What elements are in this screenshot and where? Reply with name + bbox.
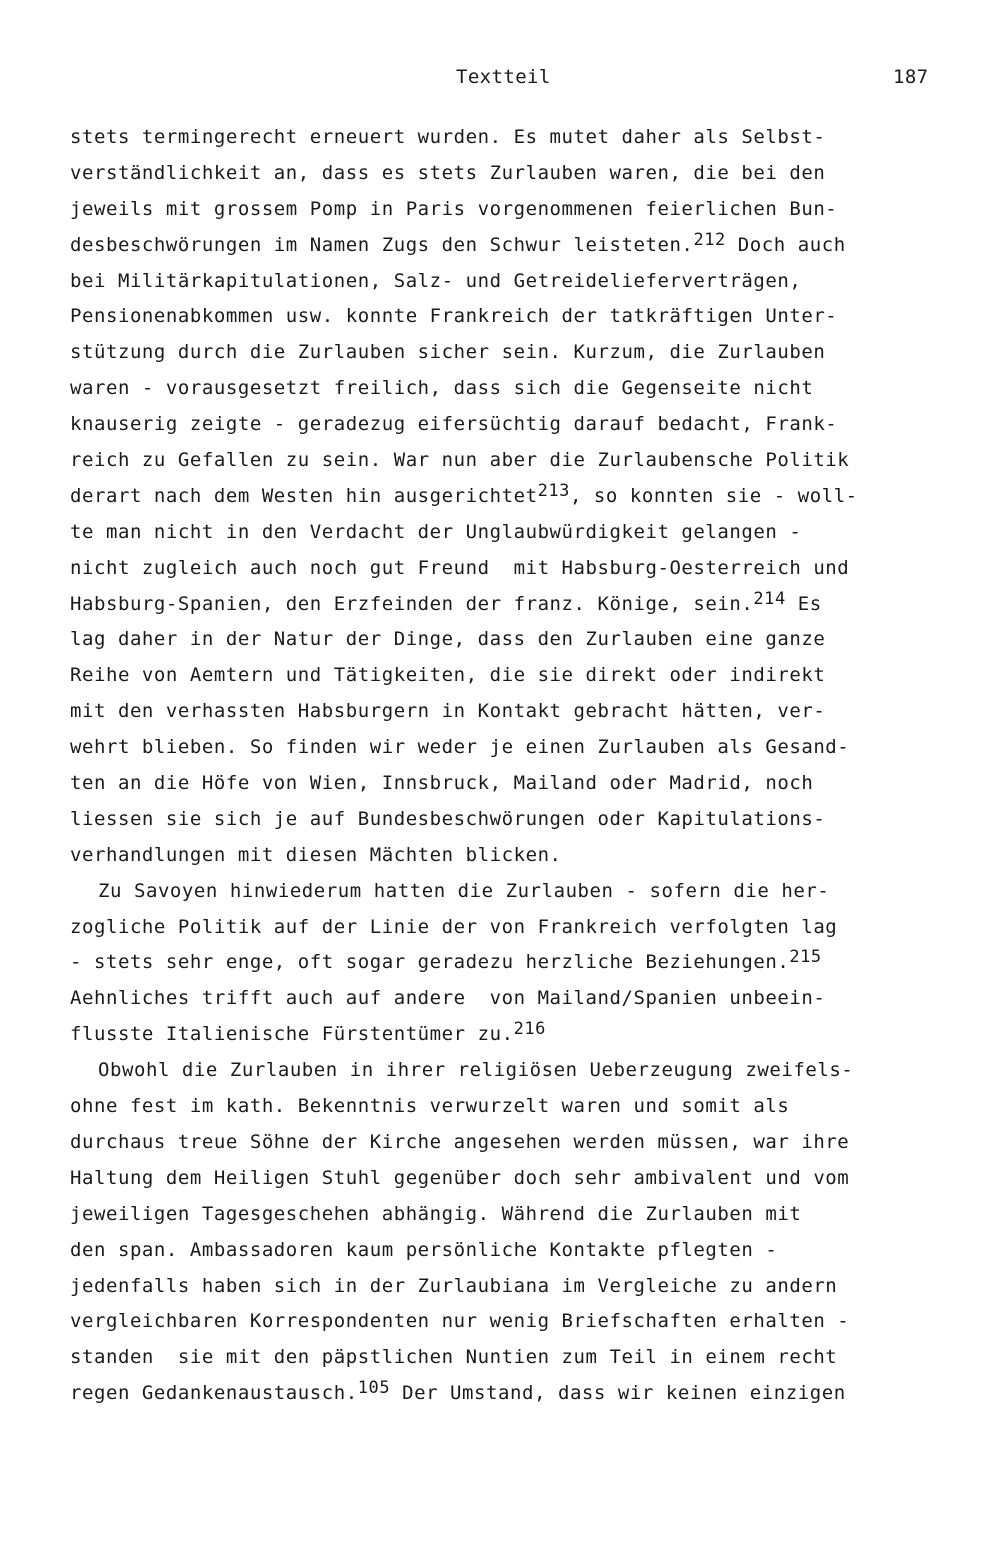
line-text: reich zu Gefallen zu sein. War nun aber die Zurlaubensche Politik bbox=[70, 449, 850, 472]
text-line bbox=[70, 371, 970, 407]
text-line bbox=[70, 1233, 970, 1269]
footnote-marker: 214 bbox=[753, 588, 786, 609]
line-text: ohne fest im kath. Bekenntnis verwurzelt waren und somit als bbox=[70, 1095, 790, 1118]
text-line bbox=[70, 910, 970, 946]
text-line bbox=[70, 945, 970, 981]
page-header bbox=[0, 66, 1000, 96]
line-text: te man nicht in den Verdacht der Unglaubwürdigkeit gelangen - bbox=[70, 520, 802, 543]
running-title: Textteil bbox=[456, 66, 551, 88]
text-line bbox=[70, 587, 970, 623]
text-line bbox=[70, 766, 970, 802]
line-text: jedenfalls haben sich in der Zurlaubiana im Vergleiche zu andern bbox=[70, 1274, 838, 1297]
line-text-continued: Es bbox=[785, 592, 822, 615]
text-line bbox=[70, 1197, 970, 1233]
line-text-continued: Doch auch bbox=[725, 233, 846, 256]
line-text: standen sie mit den päpstlichen Nuntien zum Teil in einem recht bbox=[70, 1346, 838, 1369]
text-line bbox=[70, 838, 970, 874]
text-line bbox=[70, 156, 970, 192]
text-line bbox=[70, 1125, 970, 1161]
text-line bbox=[70, 802, 970, 838]
line-text: Habsburg-Spanien, den Erzfeinden der franz. Könige, sein. bbox=[70, 592, 754, 615]
line-text: verhandlungen mit diesen Mächten blicken. bbox=[70, 843, 562, 866]
line-text: desbeschwörungen im Namen Zugs den Schwur leisteten. bbox=[70, 233, 694, 256]
footnote-marker: 213 bbox=[537, 480, 570, 501]
line-text: bei Militärkapitulationen, Salz- und Getreidelieferverträgen, bbox=[70, 269, 802, 292]
paragraph-start-line bbox=[70, 874, 970, 910]
text-line bbox=[70, 981, 970, 1017]
text-line bbox=[70, 515, 970, 551]
line-text: Reihe von Aemtern und Tätigkeiten, die sie direkt oder indirekt bbox=[70, 664, 826, 687]
text-line bbox=[70, 658, 970, 694]
line-text: nicht zugleich auch noch gut Freund mit Habsburg-Oesterreich und bbox=[70, 556, 850, 579]
line-text: flusste Italienische Fürstentümer zu. bbox=[70, 1023, 514, 1046]
text-line bbox=[70, 622, 970, 658]
body-text bbox=[70, 120, 970, 1412]
footnote-marker: 212 bbox=[693, 229, 726, 250]
line-text: den span. Ambassadoren kaum persönliche Kontakte pflegten - bbox=[70, 1238, 778, 1261]
line-text: Aehnliches trifft auch auf andere von Mailand/Spanien unbeein- bbox=[70, 987, 826, 1010]
line-text: wehrt blieben. So finden wir weder je einen Zurlauben als Gesand- bbox=[70, 736, 850, 759]
line-text: knauserig zeigte - geradezug eifersüchtig darauf bedacht, Frank- bbox=[70, 413, 838, 436]
footnote-marker: 215 bbox=[789, 947, 822, 968]
text-line bbox=[70, 1340, 970, 1376]
page-number: 187 bbox=[893, 66, 929, 88]
text-line bbox=[70, 1269, 970, 1305]
footnote-marker: 216 bbox=[513, 1019, 546, 1040]
text-line bbox=[70, 1376, 970, 1412]
line-text: derart nach dem Westen hin ausgerichtet bbox=[70, 484, 538, 507]
line-text: verständlichkeit an, dass es stets Zurlauben waren, die bei den bbox=[70, 161, 826, 184]
paragraph-start-line bbox=[70, 1053, 970, 1089]
text-line bbox=[70, 264, 970, 300]
text-line bbox=[70, 1304, 970, 1340]
text-line bbox=[70, 1017, 970, 1053]
text-line bbox=[70, 443, 970, 479]
text-line bbox=[70, 228, 970, 264]
text-line bbox=[70, 192, 970, 228]
line-text: - stets sehr enge, oft sogar geradezu herzliche Beziehungen. bbox=[70, 951, 790, 974]
line-text: Pensionenabkommen usw. konnte Frankreich der tatkräftigen Unter- bbox=[70, 305, 838, 328]
line-text: regen Gedankenaustausch. bbox=[70, 1382, 358, 1405]
line-text: vergleichbaren Korrespondenten nur wenig Briefschaften erhalten - bbox=[70, 1310, 850, 1333]
line-text: stets termingerecht erneuert wurden. Es mutet daher als Selbst- bbox=[70, 126, 826, 148]
footnote-marker: 105 bbox=[357, 1378, 391, 1399]
line-text: Obwohl die Zurlauben in ihrer religiösen Ueberzeugung zweifels- bbox=[98, 1059, 854, 1082]
line-text: stützung durch die Zurlauben sicher sein. Kurzum, die Zurlauben bbox=[70, 341, 826, 364]
line-text: waren - vorausgesetzt freilich, dass sich die Gegenseite nicht bbox=[70, 377, 814, 400]
line-text: mit den verhassten Habsburgern in Kontakt gebracht hätten, ver- bbox=[70, 700, 826, 723]
line-text: zogliche Politik auf der Linie der von Frankreich verfolgten lag bbox=[70, 915, 838, 938]
text-line bbox=[70, 479, 970, 515]
line-text: Zu Savoyen hinwiederum hatten die Zurlauben - sofern die her- bbox=[98, 879, 830, 902]
line-text-continued: , so konnten sie - woll- bbox=[569, 484, 858, 507]
text-line bbox=[70, 551, 970, 587]
text-line bbox=[70, 730, 970, 766]
text-line bbox=[70, 299, 970, 335]
text-line bbox=[70, 120, 970, 156]
line-text: Haltung dem Heiligen Stuhl gegenüber doch sehr ambivalent und vom bbox=[70, 1166, 850, 1189]
text-line bbox=[70, 1161, 970, 1197]
line-text-continued: Der Umstand, dass wir keinen einzigen bbox=[390, 1382, 846, 1405]
text-line bbox=[70, 407, 970, 443]
text-line bbox=[70, 694, 970, 730]
line-text: jeweils mit grossem Pomp in Paris vorgenommenen feierlichen Bun- bbox=[70, 197, 838, 220]
line-text: ten an die Höfe von Wien, Innsbruck, Mailand oder Madrid, noch bbox=[70, 772, 814, 795]
text-line bbox=[70, 335, 970, 371]
line-text: durchaus treue Söhne der Kirche angesehen werden müssen, war ihre bbox=[70, 1130, 850, 1153]
text-line bbox=[70, 1089, 970, 1125]
line-text: liessen sie sich je auf Bundesbeschwörungen oder Kapitulations- bbox=[70, 807, 826, 830]
line-text: jeweiligen Tagesgeschehen abhängig. Während die Zurlauben mit bbox=[70, 1202, 802, 1225]
line-text: lag daher in der Natur der Dinge, dass den Zurlauben eine ganze bbox=[70, 628, 826, 651]
